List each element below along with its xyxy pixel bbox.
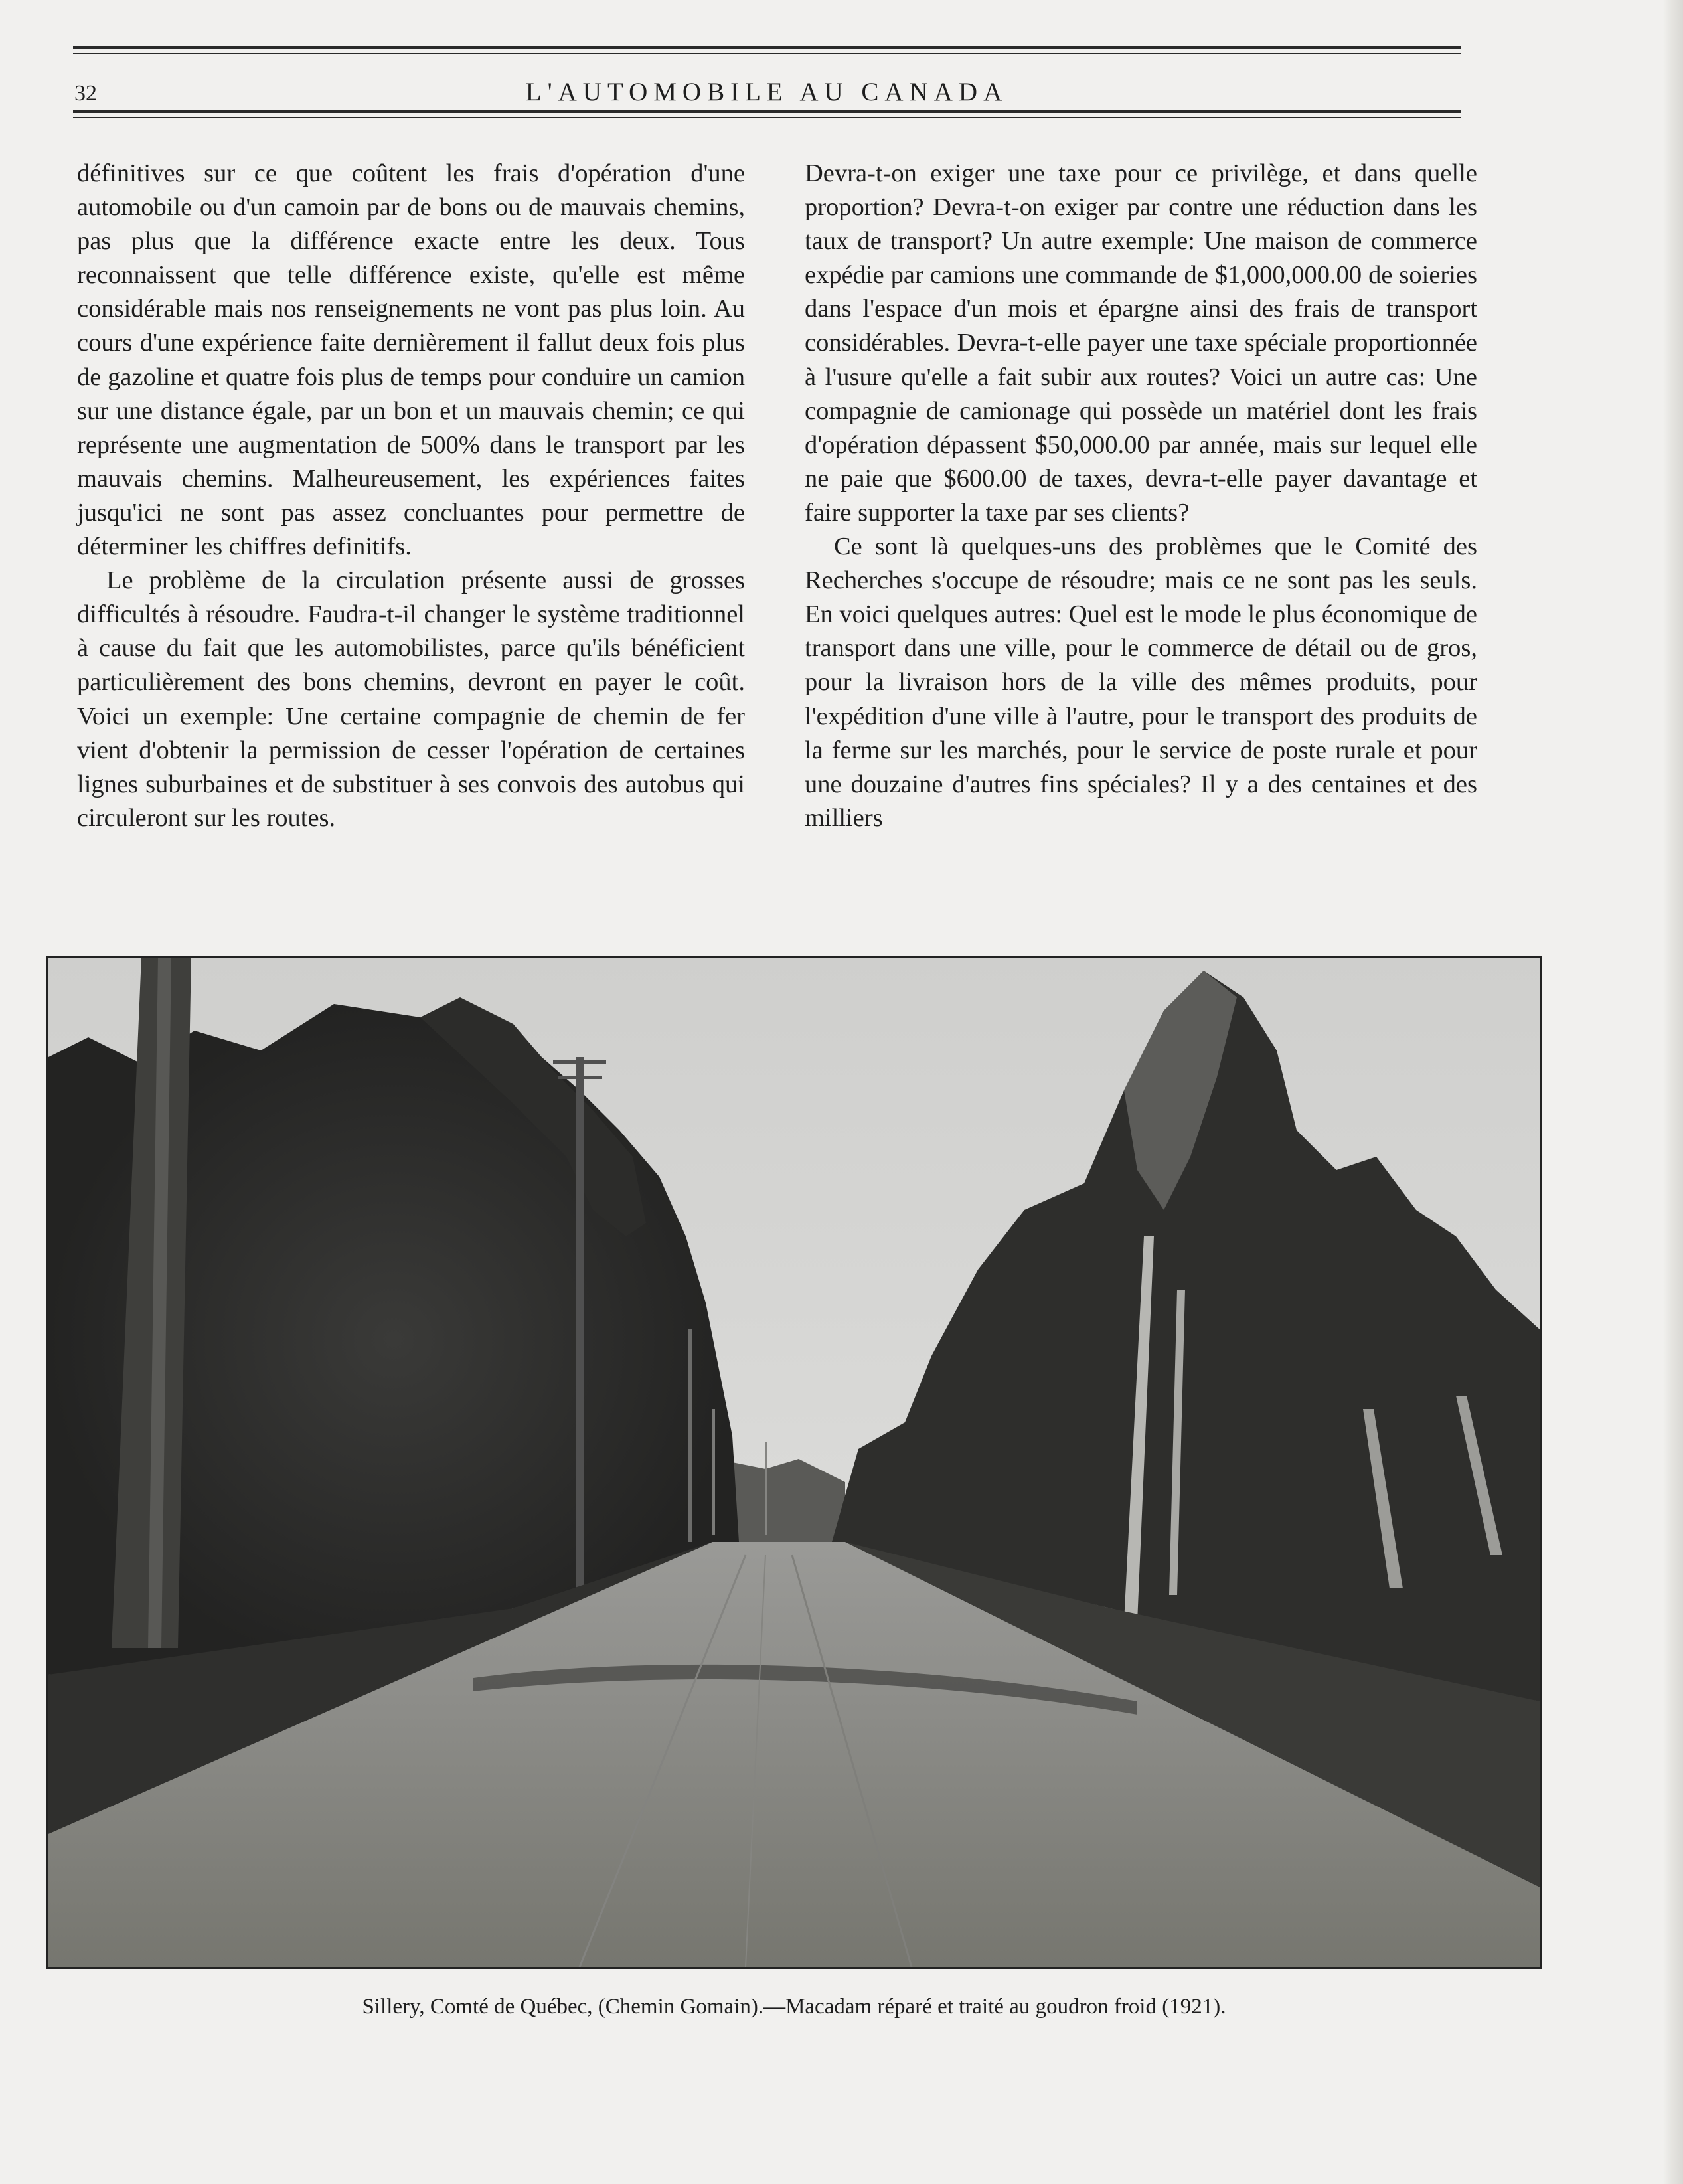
road-photo-illustration xyxy=(48,958,1540,1967)
header-rule-bottom-thin xyxy=(73,117,1461,118)
page-number: 32 xyxy=(74,81,97,106)
right-paragraph-1: Devra-t-on exiger une taxe pour ce privilège, et dans quelle proportion? Devra-t-on exiger par contre une réduction dans les taux de transport? Un autre exemple: Une maison de commerce expédie par camions une commande de $1,000,000.00 de soieries dans l'espace d'un mois et épargne ainsi des frais de transport considérables. Devra-t-elle payer une taxe spéciale proportionnée à l'usure qu'elle a fait subir aux routes? Voici un autre cas: Une compagnie de camionage qui possède un matériel dont les frais d'opération dépassent $50,000.00 par année, mais sur lequel elle ne paie que $600.00 de taxes, devra-t-elle payer davantage et faire supporter la taxe par ses clients? xyxy=(805,159,1477,527)
header-rule-bottom xyxy=(73,110,1461,113)
right-text-column xyxy=(805,157,1477,835)
left-paragraph-1: définitives sur ce que coûtent les frais d'opération d'une automobile ou d'un camoin par de bons ou de mauvais chemins, pas plus que la différence exacte entre les deux. Tous reconnaissent que telle différence existe, qu'elle est même considérable mais nos renseignements ne vont pas plus loin. Au cours d'une expérience faite dernièrement il fallut deux fois plus de gazoline et quatre fois plus de temps pour conduire un camion sur une distance égale, par un bon et un mauvais chemin; ce qui représente une augmentation de 500% dans le transport par les mauvais chemins. Malheureusement, les expériences faites jusqu'ici ne sont pas assez concluantes pour permettre de déterminer les chiffres definitifs. xyxy=(77,159,745,561)
photo-caption: Sillery, Comté de Québec, (Chemin Gomain).—Macadam réparé et traité au goudron froid (1921). xyxy=(362,1995,1226,2019)
header-rule-top xyxy=(73,46,1461,49)
left-paragraph-2: Le problème de la circulation présente aussi de grosses difficultés à résoudre. Faudra-t-il changer le système traditionnel à cause du fait que les automobilistes, parce qu'ils bénéficient particulièrement des bons chemins, devront en payer le coût. Voici un exemple: Une certaine compagnie de chemin de fer vient d'obtenir la permission de cesser l'opération de certaines lignes suburbaines et de substituer à ses convois des autobus qui circuleront sur les routes. xyxy=(77,566,745,832)
running-title: L'AUTOMOBILE AU CANADA xyxy=(525,78,1008,106)
right-paragraph-2: Ce sont là quelques-uns des problèmes que le Comité des Recherches s'occupe de résoudre; mais ce ne sont pas les seuls. En voici quelques autres: Quel est le mode le plus économique de transport dans une ville, pour le commerce de détail ou de gros, pour la livraison hors de la ville des mêmes produits, pour l'expédition d'une ville à l'autre, pour le transport des produits de la ferme sur les marchés, pour le service de poste rurale et pour une douzaine d'autres fins spéciales? Il y a des centaines et des milliers xyxy=(805,533,1477,832)
road-photograph xyxy=(46,956,1542,1969)
left-text-column xyxy=(77,157,745,835)
page-edge-shadow xyxy=(1663,0,1683,2184)
running-header xyxy=(73,46,1461,139)
header-rule-top-thin xyxy=(73,53,1461,54)
